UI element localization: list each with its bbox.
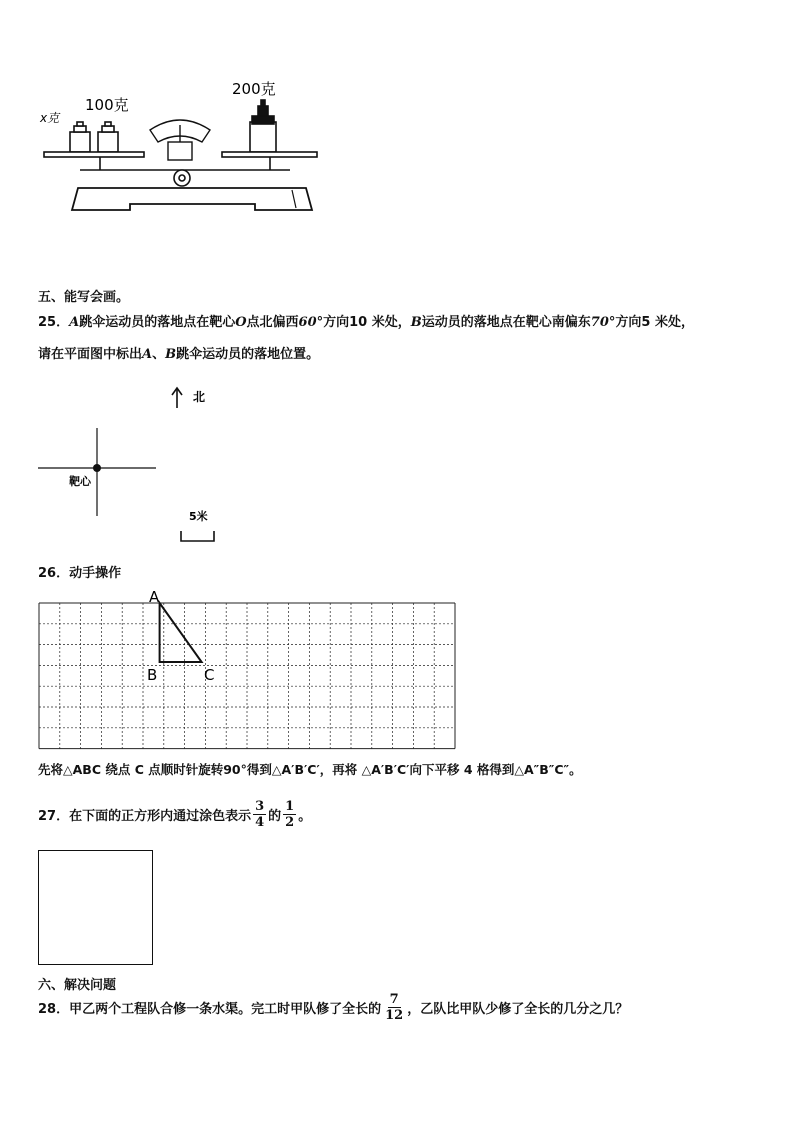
balance-beam	[80, 157, 290, 186]
balance-dial	[150, 120, 210, 160]
q27-text: 的	[268, 809, 282, 824]
q28-text: 28．甲乙两个工程队合修一条水渠。完工时甲队修了全长的	[38, 1002, 382, 1017]
denominator: 12	[385, 1008, 404, 1023]
numerator: 3	[255, 799, 265, 814]
q25-text: 方向5 米处，	[615, 315, 694, 330]
q25-text: 跳伞运动员的落地位置。	[176, 347, 320, 362]
q25-text: 跳伞运动员的落地点在靶心	[79, 315, 236, 330]
point-o: O	[235, 315, 247, 330]
target-center-dot	[93, 464, 101, 472]
section-five-title: 五、能写会画。	[38, 290, 130, 305]
q27-text: 27．在下面的正方形内通过涂色表示	[38, 809, 252, 824]
angle-1: 60°	[298, 315, 324, 330]
balance-base	[72, 188, 312, 210]
section-six-title: 六、解决问题	[38, 978, 117, 993]
q28-text: ，乙队比甲队少修了全长的几分之几？	[407, 1002, 629, 1017]
left-tray	[44, 152, 144, 157]
scale-bar	[181, 531, 214, 541]
target-center-label: 靶心	[69, 475, 91, 488]
balance-scale-figure	[30, 70, 330, 220]
square-grid	[30, 588, 460, 758]
denominator: 4	[255, 815, 265, 830]
point-a: A	[69, 315, 80, 330]
fraction-three-quarters	[253, 799, 266, 830]
fraction-one-half	[283, 799, 296, 830]
q25-text: 点北偏西	[246, 315, 299, 330]
angle-2: 70°	[590, 315, 616, 330]
question-27	[38, 799, 311, 830]
weight-label-x: x克	[40, 111, 60, 125]
left-weights	[70, 122, 118, 152]
right-tray	[222, 152, 317, 157]
q25-text: 运动员的落地点在靶心南偏东	[421, 315, 591, 330]
point-a: A	[142, 347, 153, 362]
fraction-seven-twelfths	[383, 992, 405, 1023]
vertex-c-label: C	[204, 666, 215, 684]
numerator: 7	[389, 992, 399, 1007]
triangle-abc	[160, 603, 202, 662]
scale-label: 5米	[189, 510, 208, 523]
q25-text: 请在平面图中标出	[38, 347, 143, 362]
question-25-line-1	[38, 311, 694, 330]
question-25-line-2	[38, 343, 319, 362]
q27-text: 。	[298, 809, 312, 824]
target-map	[30, 380, 230, 550]
separator: 、	[152, 347, 166, 362]
weight-label-100: 100克	[85, 96, 129, 114]
question-number: 25．	[38, 315, 70, 330]
q25-text: 方向10 米处，	[323, 315, 411, 330]
question-28	[38, 992, 628, 1023]
vertex-b-label: B	[147, 666, 158, 684]
grid-lines	[39, 603, 455, 749]
vertex-a-label: A	[149, 588, 160, 606]
question-26-instruction: 先将△ABC 绕点 C 点顺时针旋转90°得到△A′B′C′，再将 △A′B′C′向下平移 4 格得到△A″B″C″。	[38, 762, 582, 777]
coloring-square[interactable]	[38, 850, 153, 965]
north-label: 北	[193, 390, 206, 404]
question-26-title: 26．动手操作	[38, 566, 122, 581]
north-arrow-icon	[172, 388, 182, 408]
numerator: 1	[285, 799, 295, 814]
right-weight	[250, 100, 276, 152]
denominator: 2	[285, 815, 295, 830]
point-b: B	[410, 315, 422, 330]
weight-label-200: 200克	[232, 80, 276, 98]
point-b: B	[165, 347, 177, 362]
